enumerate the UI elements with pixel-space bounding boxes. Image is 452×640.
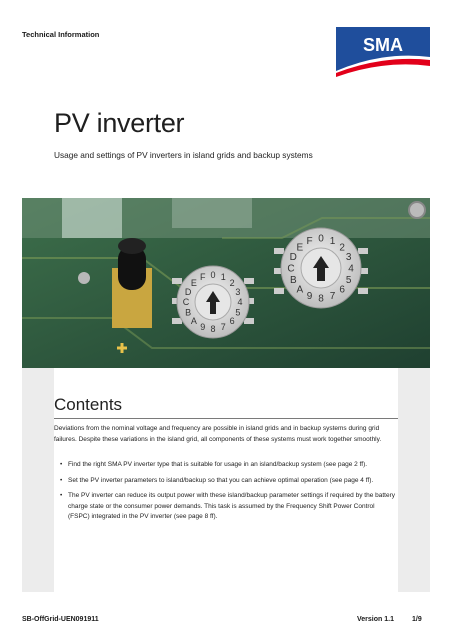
dial-label: 4 xyxy=(237,297,243,308)
dial-label: 9 xyxy=(306,291,313,303)
dial-label: 6 xyxy=(229,316,235,327)
logo-text: SMA xyxy=(363,35,403,55)
list-item xyxy=(54,460,398,471)
dial-label: F xyxy=(306,235,313,247)
bullet-icon: • xyxy=(60,476,63,484)
dial-label: 8 xyxy=(210,324,216,335)
dial-label: 8 xyxy=(318,293,324,305)
dial-label: 3 xyxy=(345,252,352,263)
document-title: PV inverter xyxy=(54,108,185,138)
list-item xyxy=(54,476,398,487)
bullet-text: The PV inverter can reduce its output power with these island/backup parameter settings if required by the battery charge state or the consumer power demands. This task is assumed by the Frequency Shift Power Control (FSPC) integrated in the PV inverter (see page 8 ff). xyxy=(68,492,395,520)
document-version: Version 1.1 xyxy=(357,616,394,623)
list-item xyxy=(54,491,398,523)
dial-label: A xyxy=(190,316,197,327)
dial-label: B xyxy=(185,307,192,318)
document-subtitle: Usage and settings of PV inverters in island grids and backup systems xyxy=(54,150,313,160)
bullet-icon: • xyxy=(60,461,63,468)
dial-label: D xyxy=(289,252,297,263)
dial-label: B xyxy=(289,275,297,286)
dial-label: 9 xyxy=(200,322,206,333)
contents-heading: Contents xyxy=(54,395,123,414)
dial-label: 5 xyxy=(235,307,241,318)
document-type-label: Technical Information xyxy=(22,30,100,39)
contents-bullet-list xyxy=(54,460,398,528)
document-id: SB-OffGrid-UEN091911 xyxy=(22,616,99,623)
dial-label: 1 xyxy=(220,272,226,283)
dial-label: E xyxy=(296,242,304,254)
bullet-icon: • xyxy=(60,492,63,499)
pcb-rotary-switch-photo xyxy=(22,198,430,368)
dial-label: F xyxy=(199,272,206,283)
dial-label: 0 xyxy=(318,233,324,245)
dial-label: 6 xyxy=(339,284,345,296)
dial-label: E xyxy=(190,278,197,289)
dial-label: C xyxy=(287,263,295,275)
contents-intro: Deviations from the nominal voltage and frequency are possible in island grids and in backup systems during grid failures. Despite these variations in the island grid, all components of these systems must work together smoothly. xyxy=(54,425,382,443)
dial-label: 2 xyxy=(339,242,345,254)
dial-label: 3 xyxy=(235,286,241,297)
dial-label: 4 xyxy=(348,263,354,275)
dial-label: C xyxy=(182,297,190,308)
sma-logo xyxy=(336,27,430,80)
dial-label: D xyxy=(184,286,192,297)
contents-divider xyxy=(54,418,398,419)
dial-label: 7 xyxy=(220,322,226,333)
page-number: 1/9 xyxy=(412,616,422,623)
contents-section xyxy=(22,368,430,592)
dial-label: 5 xyxy=(345,275,352,286)
dial-label: A xyxy=(296,284,304,296)
bullet-text: Set the PV inverter parameters to island/backup so that you can achieve optimal operation (see page 4 ff). xyxy=(68,476,374,484)
bullet-text: Find the right SMA PV inverter type that is suitable for usage in an island/backup system (see page 2 ff). xyxy=(68,461,368,468)
dial-label: 7 xyxy=(329,291,336,303)
dial-label: 1 xyxy=(329,235,336,247)
dial-label: 0 xyxy=(210,270,216,281)
dial-label: 2 xyxy=(229,278,235,289)
